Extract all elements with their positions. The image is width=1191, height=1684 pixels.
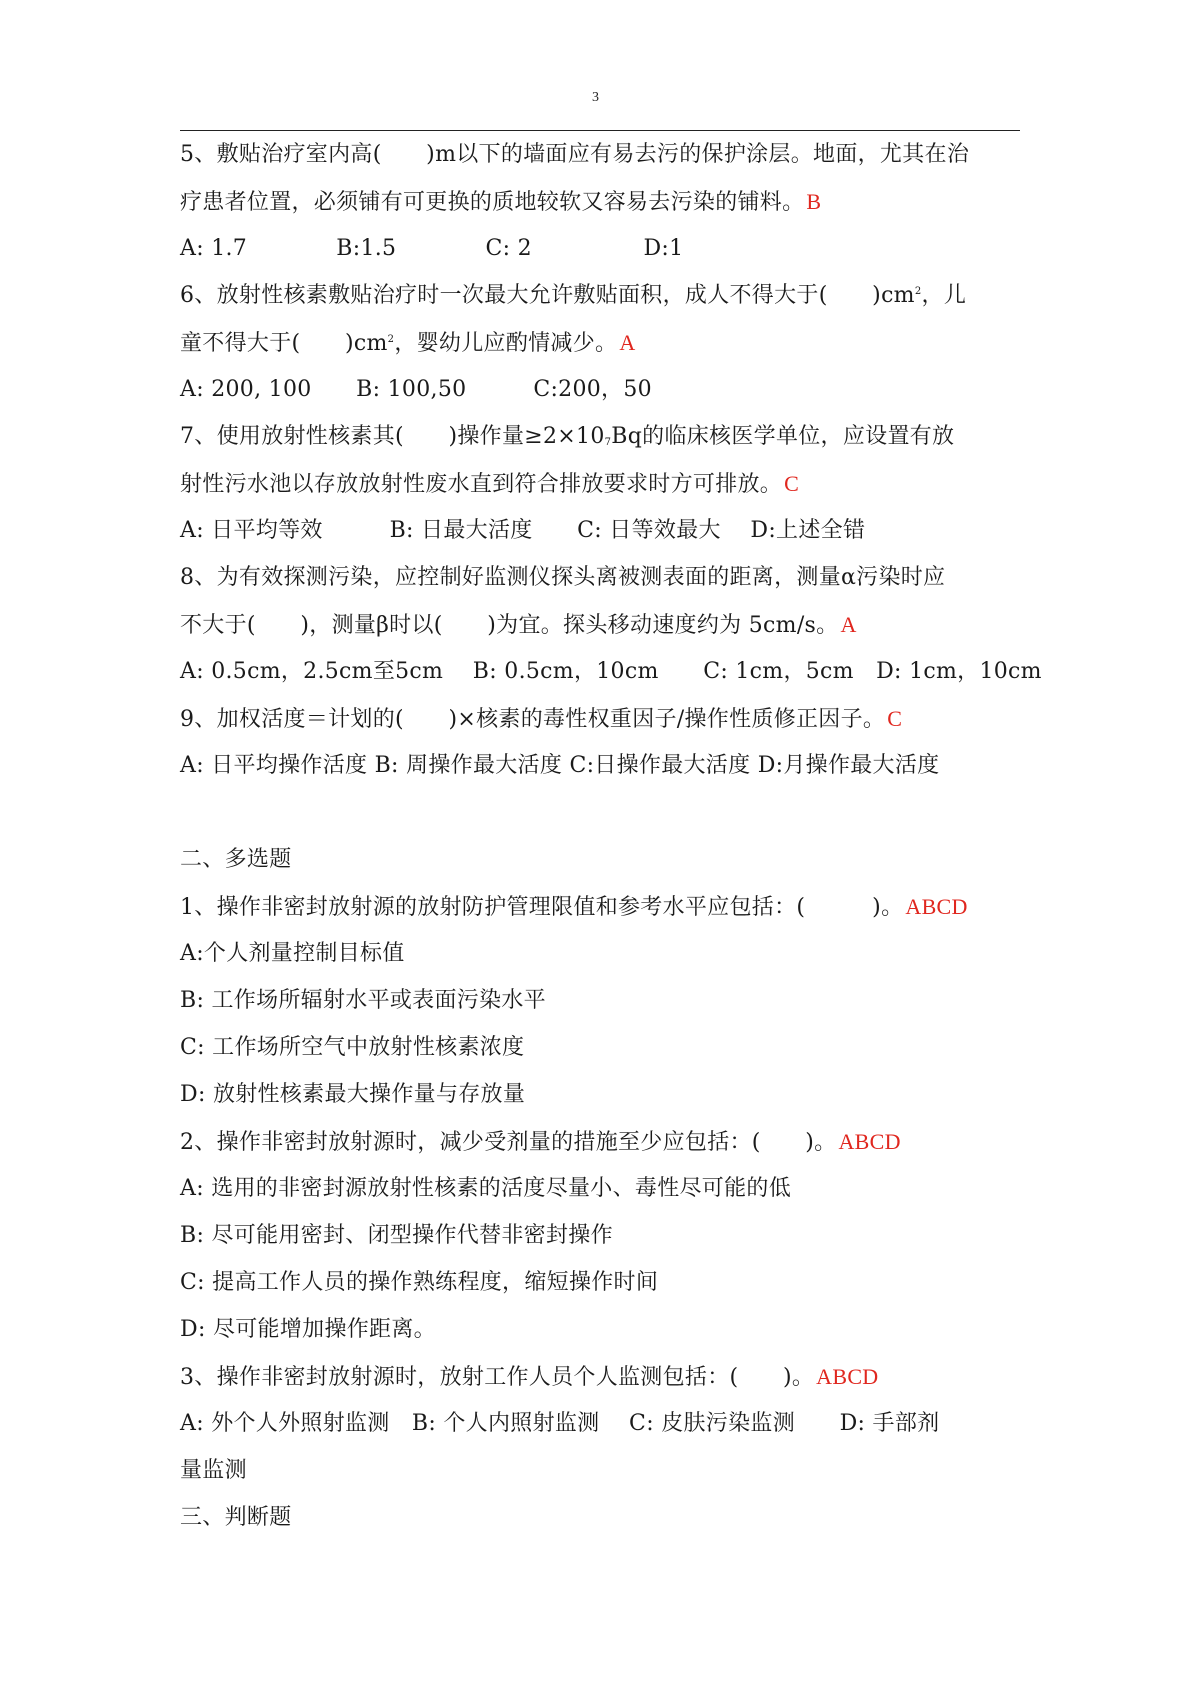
mc-question-2-option-b: B: 尽可能用密封、闭型操作代替非密封操作 — [180, 1223, 613, 1248]
question-9-line-1: 9、加权活度＝计划的( )×核素的毒性权重因子/操作性质修正因子。C — [180, 706, 903, 732]
question-7-line-1: 7、使用放射性核素其( )操作量$\ge 2\times 10_7Bq$的临床核医学单位，应设置有放 — [180, 424, 955, 449]
mc-question-2-option-d: D: 尽可能增加操作距离。 — [180, 1317, 436, 1342]
question-8-line-1: 8、为有效探测污染，应控制好监测仪探头离被测表面的距离，测量α污染时应 — [180, 565, 946, 590]
answer-key: ABCD — [905, 894, 968, 919]
mc-question-1-option-a: A:个人剂量控制目标值 — [180, 941, 405, 966]
question-5-line-2: 疗患者位置，必须铺有可更换的质地较软又容易去污染的铺料。B — [180, 189, 822, 215]
question-6-options: A: 200, 100 B: 100,50 C:200，50 — [180, 377, 652, 402]
section-heading-multiple-choice: 二、多选题 — [180, 847, 292, 872]
mc-question-2: 2、操作非密封放射源时，减少受剂量的措施至少应包括：( )。ABCD — [180, 1129, 901, 1155]
mc-question-3-options-line-1: A: 外个人外照射监测 B: 个人内照射监测 C: 皮肤污染监测 D: 手部剂 — [180, 1411, 940, 1436]
mc-question-1-option-b: B: 工作场所辐射水平或表面污染水平 — [180, 988, 546, 1013]
question-8-options: A: 0.5cm，2.5cm至5cm B: 0.5cm，10cm C: 1cm，5cm D: 1cm，10cm — [180, 659, 1042, 684]
answer-key: B — [806, 189, 822, 214]
answer-key: C — [784, 471, 800, 496]
section-heading-true-false: 三、判断题 — [180, 1505, 292, 1530]
answer-key: ABCD — [816, 1364, 879, 1389]
question-6-line-1: 6、放射性核素敷贴治疗时一次最大允许敷贴面积，成人不得大于( )$cm^2$，儿 — [180, 283, 967, 308]
answer-key: ABCD — [838, 1129, 901, 1154]
page-number: 3 — [592, 90, 599, 105]
question-7-options: A: 日平均等效 B: 日最大活度 C: 日等效最大 D:上述全错 — [180, 518, 866, 543]
header-rule — [180, 130, 1020, 131]
mc-question-1-option-c: C: 工作场所空气中放射性核素浓度 — [180, 1035, 525, 1060]
mc-question-1: 1、操作非密封放射源的放射防护管理限值和参考水平应包括：( )。ABCD — [180, 894, 968, 920]
question-5-line-1: 5、敷贴治疗室内高( )m以下的墙面应有易去污的保护涂层。地面，尤其在治 — [180, 142, 970, 167]
question-9-options: A: 日平均操作活度 B: 周操作最大活度 C:日操作最大活度 D:月操作最大活度 — [180, 753, 940, 778]
answer-key: A — [619, 330, 636, 355]
mc-question-2-option-a: A: 选用的非密封源放射性核素的活度尽量小、毒性尽可能的低 — [180, 1176, 791, 1201]
mc-question-3-options-line-2: 量监测 — [180, 1458, 247, 1483]
mc-question-1-option-d: D: 放射性核素最大操作量与存放量 — [180, 1082, 526, 1107]
question-6-line-2: 童不得大于( )$cm^2$，婴幼儿应酌情减少。A — [180, 330, 636, 356]
question-5-options: A: 1.7 B:1.5 C: 2 D:1 — [180, 236, 684, 261]
question-7-line-2: 射性污水池以存放放射性废水直到符合排放要求时方可排放。C — [180, 471, 800, 497]
answer-key: C — [887, 706, 903, 731]
mc-question-3: 3、操作非密封放射源时，放射工作人员个人监测包括：( )。ABCD — [180, 1364, 879, 1390]
answer-key: A — [840, 612, 857, 637]
question-8-line-2: 不大于( )，测量β时以( )为宜。探头移动速度约为 5cm/s。A — [180, 612, 857, 638]
mc-question-2-option-c: C: 提高工作人员的操作熟练程度，缩短操作时间 — [180, 1270, 659, 1295]
